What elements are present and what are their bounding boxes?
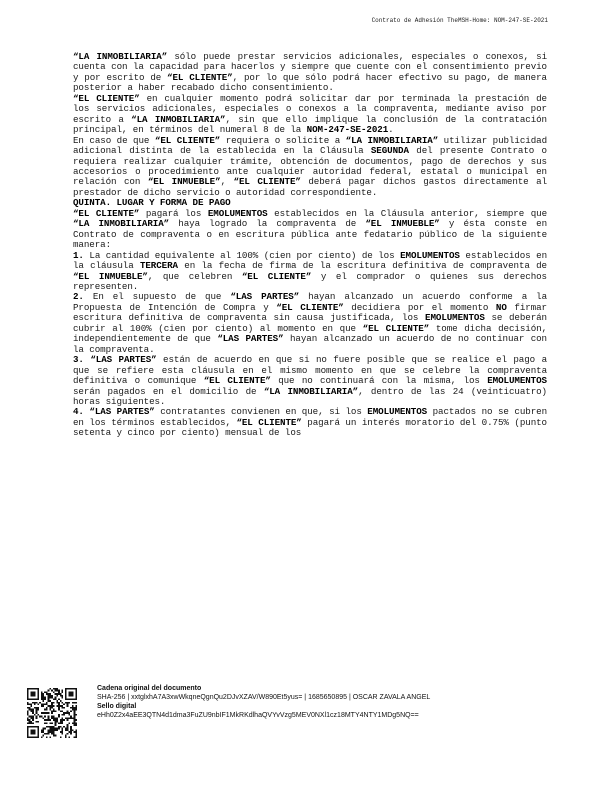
paragraph: [73, 355, 547, 407]
text-run: , que celebren: [147, 270, 242, 282]
text-run: pactados no se cubren en los términos establecidos,: [73, 406, 547, 428]
cadena-value: SHA-256 | xxtglxhA7A3xwWkqneQgnQu2DJvXZAV/W890Et5yus= | 1685650895 | OSCAR ZAVALA ANGEL: [97, 694, 431, 701]
bold-text: “EL CLIENTE”: [73, 207, 140, 219]
text-run: que no continuará con la misma, los: [270, 375, 488, 387]
text-run: sólo puede prestar servicios adicionales, especiales o conexos, si cuenta con la capacidad para hacerlos y siempre que cuente con el consentimiento previo y por escrito de: [73, 51, 547, 83]
text-run: En caso de que: [73, 134, 155, 146]
bold-text: “EL CLIENTE”: [167, 71, 233, 83]
contract-body: [73, 52, 547, 439]
paragraph: [73, 94, 547, 136]
text-run: hayan alcanzado un acuerdo de no continuar con la compraventa.: [73, 333, 547, 355]
text-run: tome dicha decisión, independientemente de que: [73, 322, 548, 345]
bold-text: “LAS PARTES”: [230, 291, 300, 303]
text-run: haya logrado la compraventa de: [169, 218, 366, 230]
text-run: En el supuesto de que: [83, 291, 231, 303]
bold-text: 1.: [73, 249, 84, 261]
bold-text: “LA INMOBILIARIA”: [263, 385, 359, 397]
bold-text: “LAS PARTES”: [217, 333, 284, 345]
bold-text: “EL CLIENTE”: [276, 301, 344, 313]
bold-text: EMOLUMENTOS: [487, 375, 547, 387]
bold-text: “LA INMOBILIARIA”: [73, 51, 168, 62]
sello-value: eHh0Z2x4aEE3QTN4d1dma3FuZU9nbIF1MkRKdlhaQVYvVzg5MEV0NXl1cz18MTY4NTY1MDg5NQ==: [97, 712, 419, 719]
qr-code-icon: [27, 688, 77, 738]
text-run: y ésta conste en Contrato de compraventa o en escritura pública ante fedatario público de la siguiente manera:: [73, 218, 548, 251]
bold-text: NOM-247-SE-2021: [306, 124, 389, 136]
sello-label: Sello digital: [97, 703, 137, 710]
bold-text: EMOLUMENTOS: [400, 249, 460, 261]
bold-text: NO: [495, 301, 507, 313]
text-run: decidiera por el momento: [343, 301, 496, 313]
text-run: deberá pagar dichos gastos directamente al prestador de dicho servicio o autoridad correspondiente.: [73, 176, 548, 198]
bold-text: “EL CLIENTE”: [73, 92, 140, 104]
text-run: ,: [220, 176, 234, 188]
text-run: en cualquier momento podrá solicitar dar por terminada la prestación de los servicios adicionales, especiales o conexos a la compraventa, mediante aviso por escrito a: [73, 92, 547, 125]
text-run: en la fecha de firma de la escritura definitiva de compraventa de: [177, 260, 547, 272]
text-run: del presente Contrato o requiera realizar cualquier trámite, obtención de documentos, pago de derechos y sus accesorios o procedimiento ante cualquier autoridad federal, estatal o municipal en relación con: [73, 145, 547, 188]
bold-text: TERCERA: [139, 260, 178, 272]
text-run: pagará los: [139, 207, 208, 219]
text-run: , sin que ello implique la conclusión de la contratación principal, en términos del numeral 8 de la: [73, 113, 547, 136]
paragraph: [73, 292, 547, 355]
bold-text: EMOLUMENTOS: [425, 312, 485, 324]
text-run: hayan alcanzado un acuerdo conforme a la Propuesta de Intención de Compra y: [73, 291, 548, 313]
bold-text: “LA INMOBILIARIA”: [345, 134, 439, 146]
bold-text: 3.: [73, 354, 84, 366]
text-run: se deberán cubrir al 100% (cien por ciento) al momento en que: [73, 312, 547, 334]
paragraph: [73, 251, 547, 293]
text-run: y el comprador o quienes sus derechos representen.: [73, 270, 547, 292]
text-run: firmar escritura definitiva de compraventa sin causa justificada, los: [73, 301, 547, 324]
bold-text: 2.: [73, 291, 84, 303]
bold-text: “EL INMUEBLE”: [147, 176, 221, 188]
bold-text: EMOLUMENTOS: [207, 207, 268, 219]
text-run: La cantidad equivalente al 100% (cien por ciento) de los: [83, 249, 401, 261]
bold-text: EMOLUMENTOS: [367, 406, 428, 418]
bold-text: “LA INMOBILIARIA”: [131, 113, 226, 125]
text-run: utilizar publicidad adicional distinta de la establecida en la Cláusula: [73, 134, 548, 157]
paragraph: [73, 209, 547, 251]
bold-text: “EL CLIENTE”: [241, 270, 312, 282]
text-run: serán pagados en el domicilio de: [73, 385, 264, 397]
text-run: , por lo que sólo podrá hacer efectivo su pago, de manera posterior a haber recabado dicho consentimiento.: [73, 71, 547, 94]
bold-text: “EL CLIENTE”: [203, 375, 271, 387]
bold-text: 4.: [73, 406, 84, 418]
bold-text: “LAS PARTES”: [90, 354, 157, 366]
text-run: .: [388, 124, 394, 136]
bold-text: “EL CLIENTE”: [154, 134, 221, 146]
bold-text: QUINTA. LUGAR Y FORMA DE PAGO: [73, 197, 231, 209]
bold-text: “LAS PARTES”: [89, 406, 155, 418]
text-run: , dentro de las 24 (veinticuatro) horas siguientes.: [73, 385, 547, 407]
bold-text: “EL INMUEBLE”: [73, 270, 148, 282]
text-run: establecidos en la Cláusula anterior, siempre que: [267, 207, 548, 219]
document-header: Contrato de Adhesión TheMSH-Home: NOM-247-SE-2021: [371, 17, 548, 24]
bold-text: “LA INMOBILIARIA”: [73, 218, 170, 230]
signature-footer: [97, 684, 577, 720]
bold-text: “EL CLIENTE”: [362, 322, 430, 334]
text-run: contratantes convienen en que, si los: [154, 406, 368, 418]
cadena-label: Cadena original del documento: [97, 685, 202, 692]
paragraph: [73, 407, 547, 438]
paragraph: [73, 136, 547, 199]
bold-text: “EL CLIENTE”: [236, 416, 302, 428]
text-run: requiera o solicite a: [220, 134, 346, 146]
paragraph: [73, 52, 547, 94]
bold-text: SEGUNDA: [370, 145, 409, 157]
text-run: pagará un interés moratorio del 0.75% (punto setenta y cinco por ciento) mensual de los: [73, 416, 547, 439]
text-run: establecidos en la cláusula: [73, 249, 548, 272]
text-run: están de acuerdo en que si no fuere posible que se realice el pago a que se refiere esta cláusula en el mismo momento en que se celebre la compraventa definitiva o comunique: [73, 354, 548, 387]
bold-text: “EL INMUEBLE”: [365, 218, 440, 230]
bold-text: “EL CLIENTE”: [233, 176, 301, 188]
